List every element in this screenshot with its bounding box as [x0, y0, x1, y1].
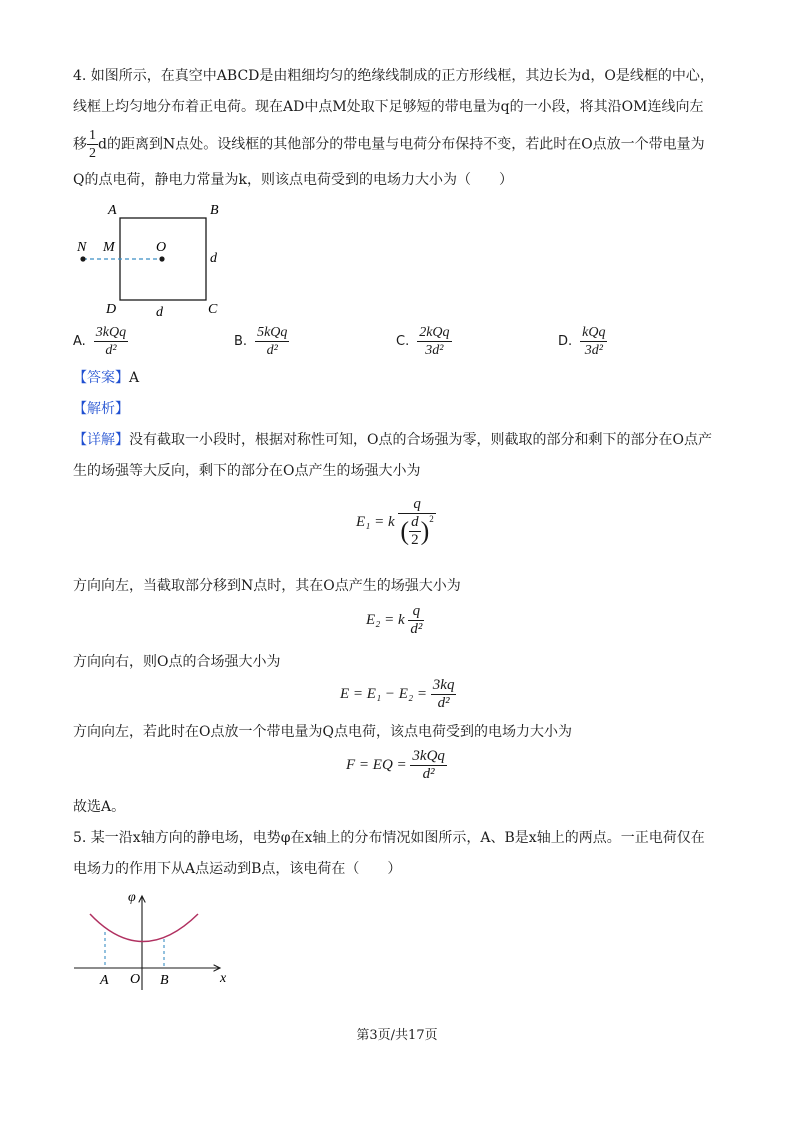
q4-line-3	[73, 127, 705, 162]
detail-line-5: 方向向左，若此时在O点放一个带电量为Q点电荷，该点电荷受到的电场力大小为	[73, 724, 572, 740]
option-d-num: kQq	[582, 325, 606, 340]
q4-line-3-post: d的距离到N点处。设线框的其他部分的带电量与电荷分布保持不变，若此时在O点放一个带电量为	[98, 136, 705, 153]
label-m: M	[103, 240, 115, 255]
q4-line-3-pre: 移	[73, 136, 87, 153]
option-c-num: 2kQq	[419, 325, 450, 340]
detail-line-1	[73, 430, 712, 450]
label-b: B	[210, 203, 219, 218]
square-frame-figure	[70, 198, 240, 320]
q4-half-den: 2	[89, 146, 96, 161]
answer-tag: 【答案】	[73, 370, 129, 386]
eq3-fraction	[431, 677, 457, 712]
label-d-bottom: d	[156, 305, 163, 320]
potential-curve	[90, 914, 198, 942]
q4-line-1: 4. 如图所示，在真空中ABCD是由粗细均匀的绝缘线制成的正方形线框，其边长为d，O是线框的中心，	[73, 68, 714, 84]
option-b-fraction	[255, 324, 289, 359]
label-a: A	[108, 203, 117, 218]
option-a-den: d²	[105, 343, 117, 358]
option-b-den: d²	[266, 343, 278, 358]
equation-f	[346, 748, 447, 783]
eq1-lhs: E₁ = k	[356, 514, 395, 530]
equation-e	[340, 677, 456, 712]
eq4-num: 3kQq	[412, 748, 445, 764]
option-a-label: A.	[73, 334, 86, 349]
equation-e1	[356, 496, 436, 549]
option-c-fraction	[417, 324, 451, 359]
eq3-num: 3kq	[432, 677, 455, 693]
label-n: N	[77, 240, 87, 255]
eq2-fraction	[408, 603, 424, 638]
option-c[interactable]	[396, 324, 452, 359]
label-d-right: d	[210, 251, 217, 266]
detail-line-3: 方向向左，当截取部分移到N点时，其在O点产生的场强大小为	[73, 578, 461, 594]
analysis-line	[73, 399, 129, 419]
detail-line-4: 方向向右，则O点的合场强大小为	[73, 654, 281, 670]
eq2-lhs: E₂ = k	[366, 612, 405, 628]
eq1-inner-fraction	[409, 514, 421, 549]
q5-line-2: 电场力的作用下从A点运动到B点，该电荷在（ ）	[73, 861, 402, 877]
option-b-num: 5kQq	[257, 325, 288, 340]
label-phi: φ	[128, 890, 136, 905]
label-o: O	[156, 240, 167, 255]
detail-text-1: 没有截取一小段时，根据对称性可知，O点的合场强为零，则截取的部分和剩下的部分在O点产	[129, 432, 712, 448]
q4-line-2: 线框上均匀地分布着正电荷。现在AD中点M处取下足够短的带电量为q的一小段，将其沿OM连线向左	[73, 99, 704, 115]
equation-e2	[366, 603, 424, 638]
q4-line-4: Q的点电荷，静电力常量为k，则该点电荷受到的电场力大小为（ ）	[73, 172, 513, 188]
page-footer: 第3页/共17页	[356, 1028, 438, 1043]
detail-tag: 【详解】	[73, 432, 129, 448]
detail-line-2: 生的场强等大反向，剩下的部分在O点产生的场强大小为	[73, 463, 421, 479]
eq1-num: q	[398, 496, 435, 514]
eq2-den: d²	[410, 621, 423, 637]
eq4-den: d²	[422, 766, 435, 782]
point-o	[159, 256, 164, 261]
potential-graph	[70, 884, 240, 994]
eq1-fraction	[398, 496, 435, 549]
option-d-fraction	[580, 324, 607, 359]
option-b[interactable]	[234, 324, 289, 359]
option-a[interactable]	[73, 324, 128, 359]
label-point-b: B	[160, 973, 169, 988]
label-d: D	[106, 302, 117, 317]
eq3-lhs: E = E₁ − E₂ =	[340, 686, 428, 702]
option-a-fraction	[94, 324, 128, 359]
answer-line	[73, 368, 139, 388]
conclusion-line: 故选A。	[73, 799, 126, 815]
label-x-axis: x	[220, 971, 227, 986]
q5-line-1: 5. 某一沿x轴方向的静电场，电势φ在x轴上的分布情况如图所示，A、B是x轴上的两点。一正电荷仅在	[73, 830, 705, 846]
option-d-label: D.	[558, 334, 573, 349]
option-d-den: 3d²	[584, 343, 603, 358]
option-b-label: B.	[234, 334, 248, 349]
q4-half-num: 1	[89, 128, 96, 143]
q4-half-fraction	[87, 127, 98, 162]
eq4-fraction	[410, 748, 447, 783]
option-c-label: C.	[396, 334, 410, 349]
eq4-lhs: F = EQ =	[346, 757, 407, 773]
eq2-num: q	[408, 603, 424, 621]
analysis-tag: 【解析】	[73, 401, 129, 417]
eq1-inner-den: 2	[411, 532, 419, 548]
option-d[interactable]	[558, 324, 607, 359]
point-n	[80, 256, 85, 261]
eq3-den: d²	[437, 695, 450, 711]
answer-value: A	[129, 370, 140, 386]
option-c-den: 3d²	[425, 343, 444, 358]
label-c: C	[208, 302, 218, 317]
eq1-inner-num: d	[411, 514, 419, 530]
eq1-den: ( $\frac{d}{2}$ )$^2$	[400, 514, 434, 548]
label-origin: O	[130, 972, 141, 987]
label-point-a: A	[100, 973, 109, 988]
option-a-num: 3kQq	[95, 325, 127, 340]
